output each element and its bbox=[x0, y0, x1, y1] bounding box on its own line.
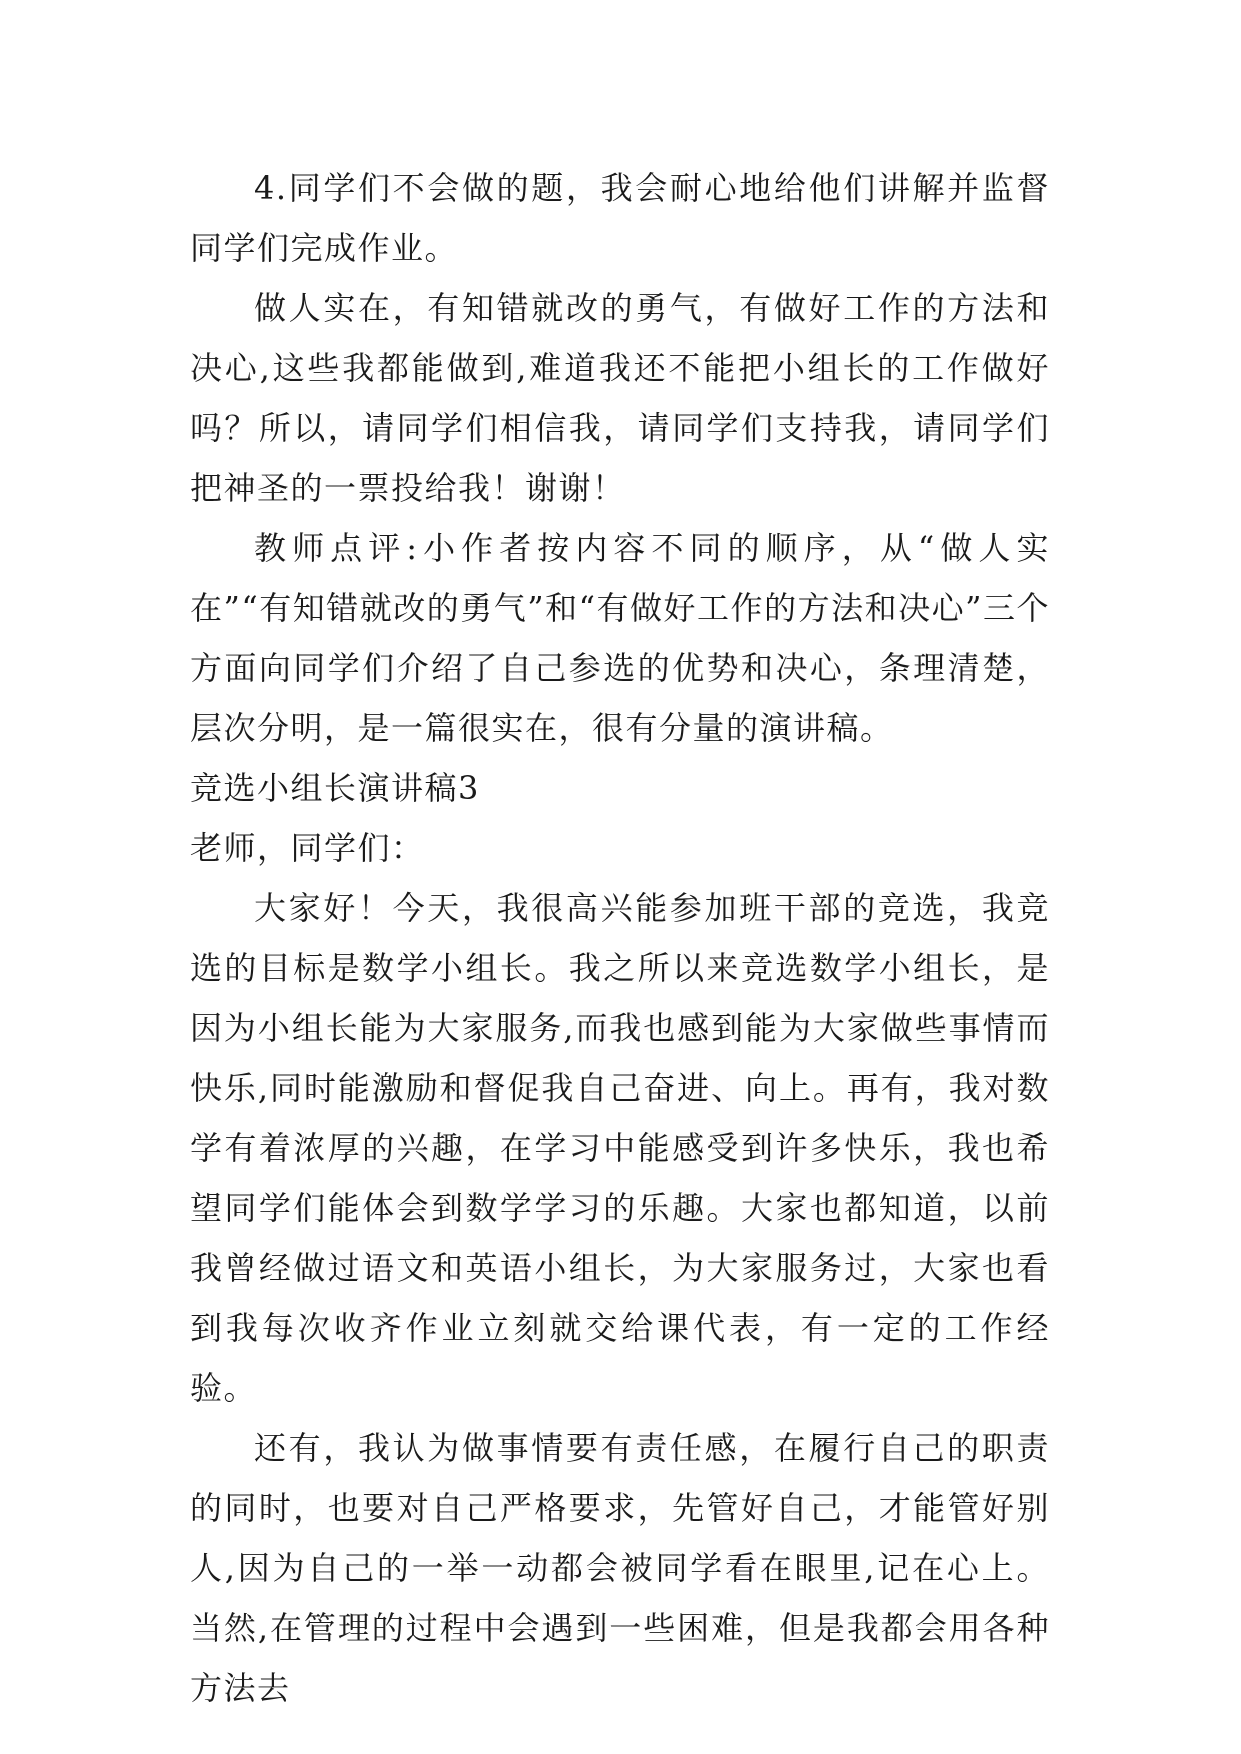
paragraph-responsibility: 还有，我认为做事情要有责任感，在履行自己的职责的同时，也要对自己严格要求，先管好自己，才能管好别人,因为自己的一举一动都会被同学看在眼里,记在心上。当然,在管理的过程中会遇到一些困难，但是我都会用各种方法去 bbox=[190, 1429, 1050, 1707]
paragraph-item-4: 4.同学们不会做的题，我会耐心地给他们讲解并监督同学们完成作业。 bbox=[190, 169, 1050, 267]
paragraph-introduction: 大家好！今天，我很高兴能参加班干部的竞选，我竞选的目标是数学小组长。我之所以来竞选数学小组长，是因为小组长能为大家服务,而我也感到能为大家做些事情而快乐,同时能激励和督促我自己奋进、向上。再有，我对数学有着浓厚的兴趣，在学习中能感受到许多快乐，我也希望同学们能体会到数学学习的乐趣。大家也都知道，以前我曾经做过语文和英语小组长，为大家服务过，大家也看到我每次收齐作业立刻就交给课代表，有一定的工作经验。 bbox=[190, 889, 1050, 1407]
salutation: 老师，同学们： bbox=[190, 829, 425, 867]
paragraph-teacher-comment: 教师点评:小作者按内容不同的顺序，从“做人实在”“有知错就改的勇气”和“有做好工作的方法和决心”三个方面向同学们介绍了自己参选的优势和决心，条理清楚，层次分明，是一篇很实在，很有分量的演讲稿。 bbox=[190, 529, 1050, 747]
paragraph-closing-appeal: 做人实在，有知错就改的勇气，有做好工作的方法和决心,这些我都能做到,难道我还不能把小组长的工作做好吗？所以，请同学们相信我，请同学们支持我，请同学们把神圣的一票投给我！谢谢！ bbox=[190, 289, 1050, 507]
section-title: 竞选小组长演讲稿3 bbox=[190, 769, 480, 807]
document-body bbox=[190, 158, 1050, 1718]
